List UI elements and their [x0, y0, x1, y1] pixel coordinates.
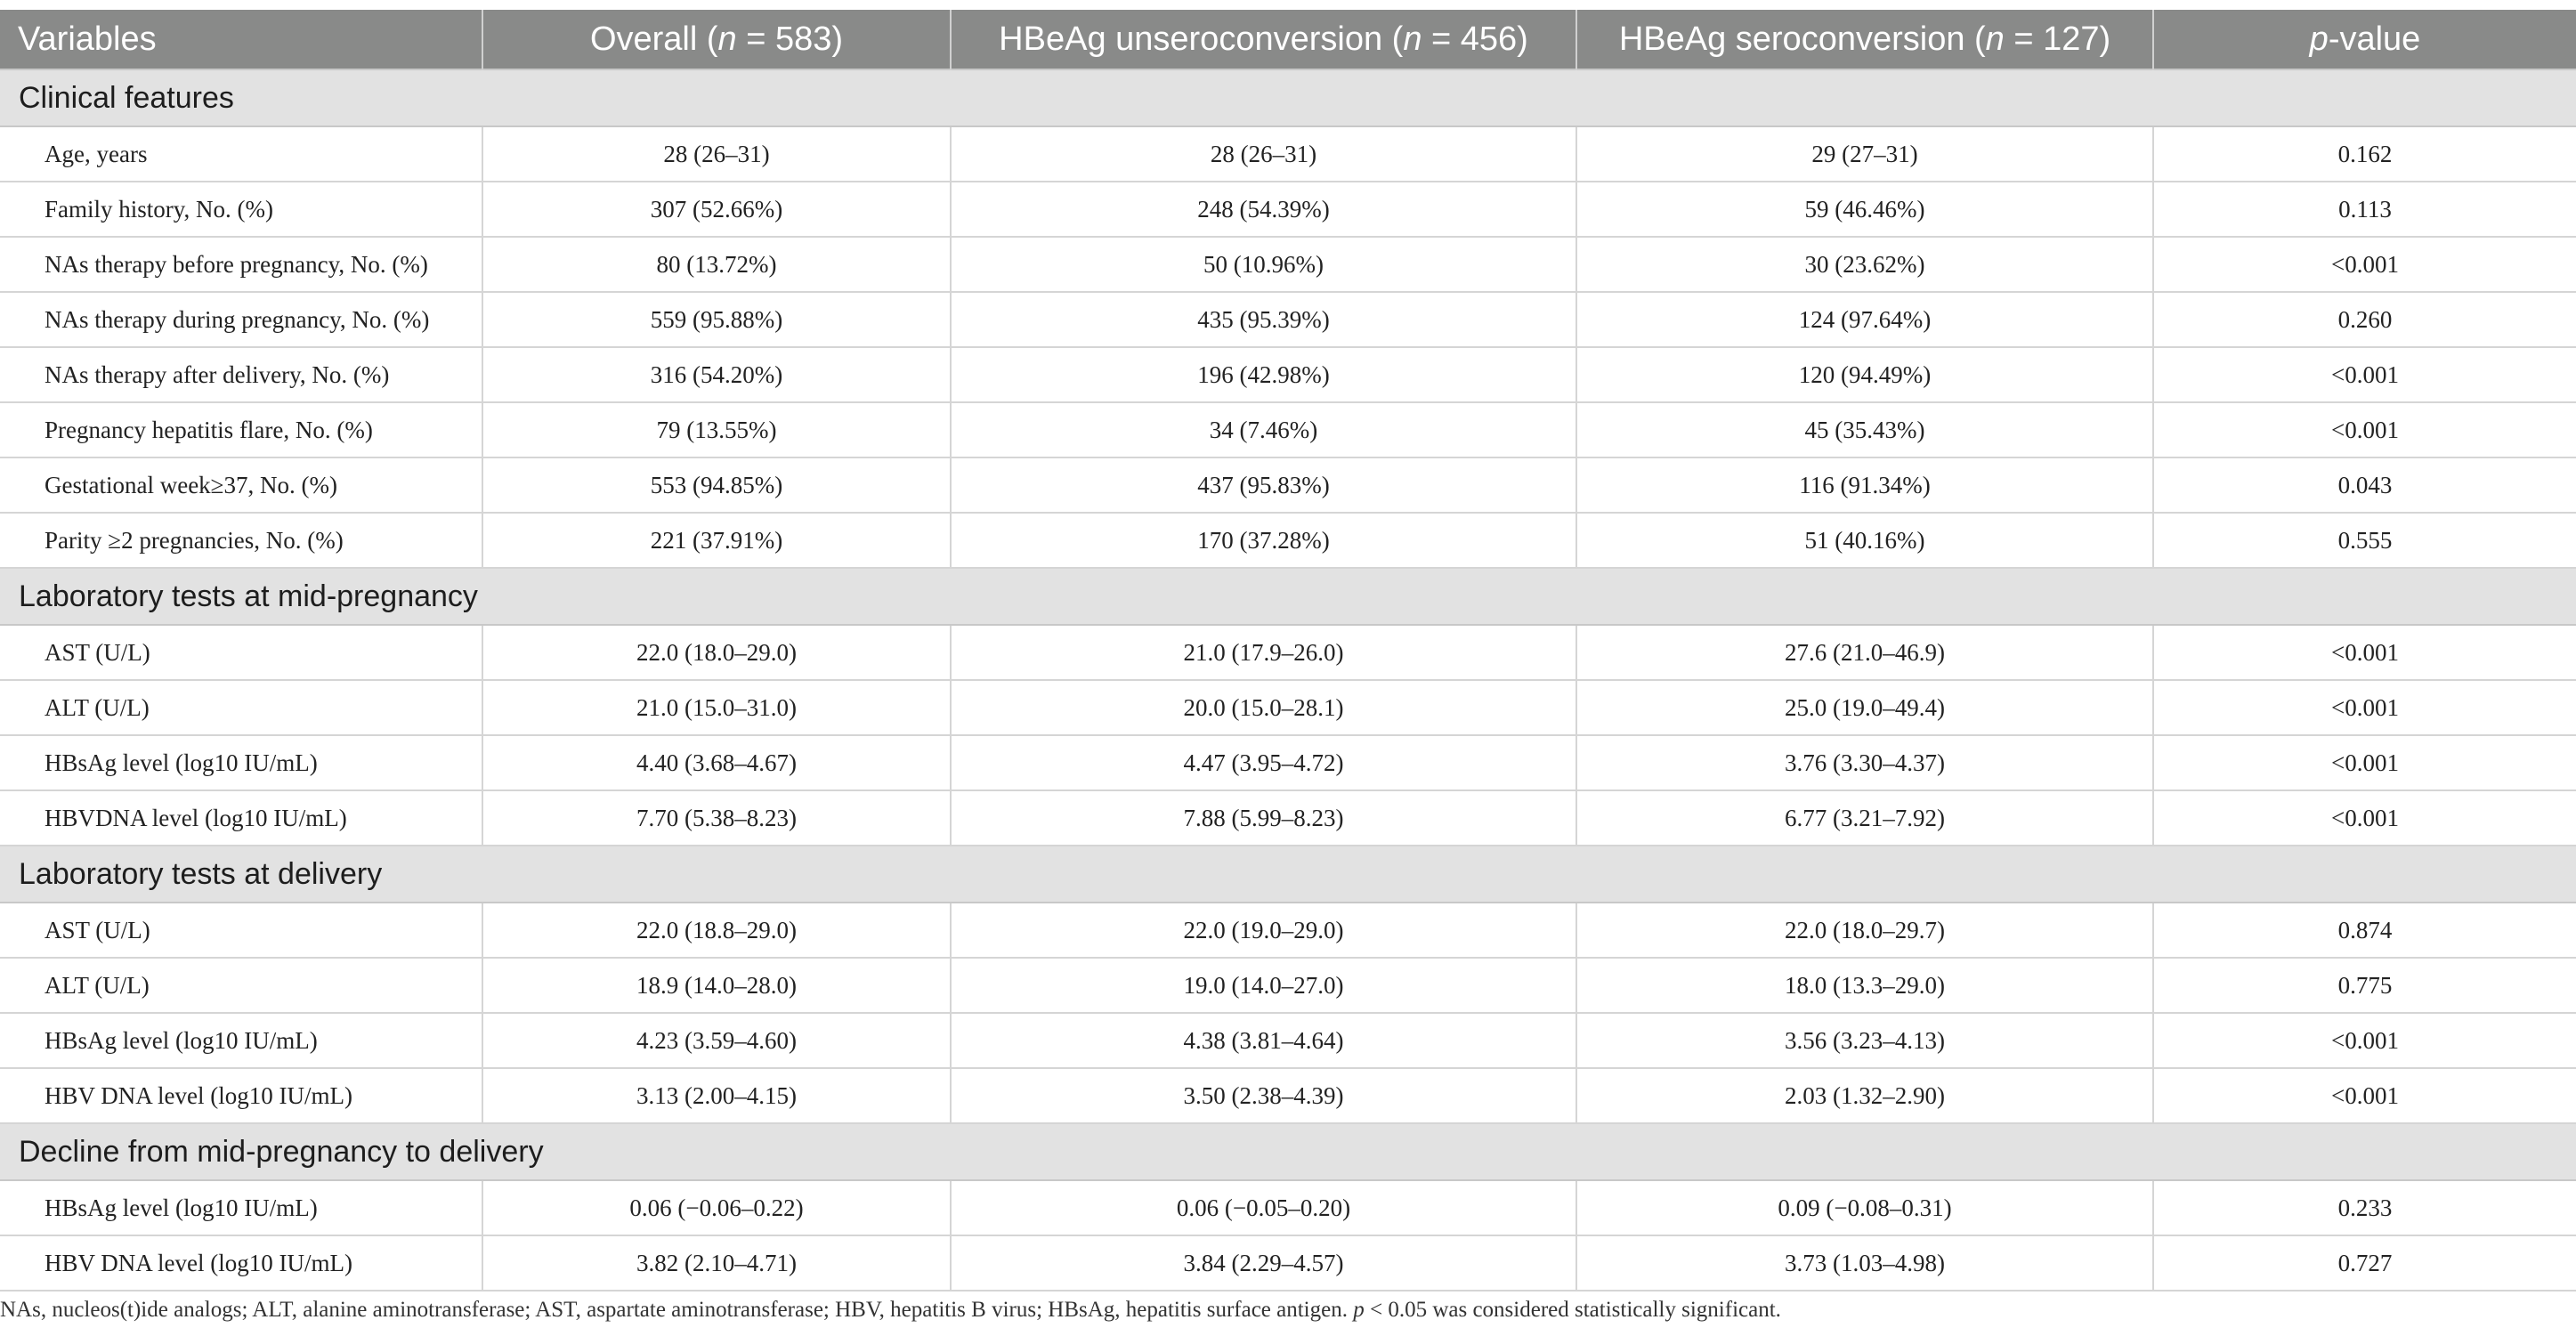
cell-overall: 221 (37.91%) — [482, 513, 951, 568]
footnote-p-italic: p — [1353, 1298, 1365, 1322]
cell-overall: 4.40 (3.68–4.67) — [482, 735, 951, 790]
cell-p-value: 0.555 — [2153, 513, 2576, 568]
table-row — [0, 958, 2576, 1013]
cell-overall: 0.06 (−0.06–0.22) — [482, 1180, 951, 1235]
cell-variable: ALT (U/L) — [0, 958, 482, 1013]
cell-variable: HBVDNA level (log10 IU/mL) — [0, 790, 482, 846]
cell-overall: 559 (95.88%) — [482, 292, 951, 347]
header-sero-n: n — [1985, 20, 2005, 58]
cell-seroconversion: 45 (35.43%) — [1576, 402, 2153, 457]
cell-variable: Age, years — [0, 126, 482, 182]
cell-p-value: 0.162 — [2153, 126, 2576, 182]
section-title: Decline from mid-pregnancy to delivery — [0, 1123, 2576, 1180]
table-header-row — [0, 10, 2576, 69]
cell-variable: Parity ≥2 pregnancies, No. (%) — [0, 513, 482, 568]
section-row-mid-pregnancy — [0, 568, 2576, 625]
section-row-decline — [0, 1123, 2576, 1180]
cell-unseroconversion: 4.38 (3.81–4.64) — [951, 1013, 1576, 1068]
cell-overall: 7.70 (5.38–8.23) — [482, 790, 951, 846]
cell-p-value: <0.001 — [2153, 790, 2576, 846]
cell-seroconversion: 124 (97.64%) — [1576, 292, 2153, 347]
cell-unseroconversion: 0.06 (−0.05–0.20) — [951, 1180, 1576, 1235]
cell-unseroconversion: 248 (54.39%) — [951, 182, 1576, 237]
header-overall-suffix: = 583) — [736, 20, 844, 58]
table-footnote — [0, 1298, 1781, 1323]
cell-variable: HBV DNA level (log10 IU/mL) — [0, 1235, 482, 1291]
cell-seroconversion: 27.6 (21.0–46.9) — [1576, 625, 2153, 680]
cell-p-value: 0.113 — [2153, 182, 2576, 237]
cell-seroconversion: 2.03 (1.32–2.90) — [1576, 1068, 2153, 1123]
table-row — [0, 625, 2576, 680]
cell-unseroconversion: 34 (7.46%) — [951, 402, 1576, 457]
table-body — [0, 69, 2576, 1291]
cell-p-value: <0.001 — [2153, 237, 2576, 292]
cell-overall: 316 (54.20%) — [482, 347, 951, 402]
table-row — [0, 347, 2576, 402]
section-title: Clinical features — [0, 69, 2576, 126]
table-row — [0, 1068, 2576, 1123]
cell-p-value: <0.001 — [2153, 347, 2576, 402]
table-row — [0, 1235, 2576, 1291]
cell-seroconversion: 30 (23.62%) — [1576, 237, 2153, 292]
cell-p-value: <0.001 — [2153, 625, 2576, 680]
cell-variable: NAs therapy after delivery, No. (%) — [0, 347, 482, 402]
table-row — [0, 292, 2576, 347]
cell-seroconversion: 6.77 (3.21–7.92) — [1576, 790, 2153, 846]
cell-variable: AST (U/L) — [0, 903, 482, 958]
cell-overall: 553 (94.85%) — [482, 457, 951, 513]
cell-overall: 79 (13.55%) — [482, 402, 951, 457]
table-row — [0, 513, 2576, 568]
cell-unseroconversion: 196 (42.98%) — [951, 347, 1576, 402]
header-p-suffix: -value — [2328, 20, 2421, 58]
cell-p-value: 0.874 — [2153, 903, 2576, 958]
cell-seroconversion: 3.76 (3.30–4.37) — [1576, 735, 2153, 790]
cell-p-value: 0.043 — [2153, 457, 2576, 513]
cell-unseroconversion: 437 (95.83%) — [951, 457, 1576, 513]
table-row — [0, 1013, 2576, 1068]
cell-seroconversion: 3.56 (3.23–4.13) — [1576, 1013, 2153, 1068]
cell-overall: 28 (26–31) — [482, 126, 951, 182]
header-p-italic: p — [2309, 20, 2329, 58]
header-variables — [0, 10, 482, 69]
cell-unseroconversion: 20.0 (15.0–28.1) — [951, 680, 1576, 735]
header-overall-prefix: Overall ( — [589, 20, 718, 58]
cell-variable: NAs therapy during pregnancy, No. (%) — [0, 292, 482, 347]
section-title: Laboratory tests at delivery — [0, 846, 2576, 903]
header-sero-prefix: HBeAg seroconversion ( — [1618, 20, 1986, 58]
cell-p-value: <0.001 — [2153, 735, 2576, 790]
section-title: Laboratory tests at mid-pregnancy — [0, 568, 2576, 625]
cell-overall: 18.9 (14.0–28.0) — [482, 958, 951, 1013]
header-overall-n: n — [717, 20, 737, 58]
cell-variable: HBsAg level (log10 IU/mL) — [0, 1180, 482, 1235]
cell-variable: Family history, No. (%) — [0, 182, 482, 237]
header-unseroconversion — [951, 10, 1576, 69]
cell-seroconversion: 25.0 (19.0–49.4) — [1576, 680, 2153, 735]
cell-overall: 3.13 (2.00–4.15) — [482, 1068, 951, 1123]
cell-overall: 21.0 (15.0–31.0) — [482, 680, 951, 735]
cell-variable: Pregnancy hepatitis flare, No. (%) — [0, 402, 482, 457]
header-seroconversion — [1576, 10, 2153, 69]
header-unsero-suffix: = 456) — [1422, 20, 1528, 58]
section-row-clinical-features — [0, 69, 2576, 126]
cell-variable: AST (U/L) — [0, 625, 482, 680]
cell-overall: 22.0 (18.8–29.0) — [482, 903, 951, 958]
table-row — [0, 1180, 2576, 1235]
cell-seroconversion: 0.09 (−0.08–0.31) — [1576, 1180, 2153, 1235]
cell-overall: 307 (52.66%) — [482, 182, 951, 237]
table-row — [0, 903, 2576, 958]
cell-variable: HBV DNA level (log10 IU/mL) — [0, 1068, 482, 1123]
header-overall — [482, 10, 951, 69]
results-table — [0, 10, 2576, 1291]
section-row-delivery — [0, 846, 2576, 903]
cell-unseroconversion: 28 (26–31) — [951, 126, 1576, 182]
cell-seroconversion: 3.73 (1.03–4.98) — [1576, 1235, 2153, 1291]
table-row — [0, 680, 2576, 735]
cell-p-value: <0.001 — [2153, 680, 2576, 735]
table-row — [0, 790, 2576, 846]
cell-p-value: 0.727 — [2153, 1235, 2576, 1291]
cell-seroconversion: 18.0 (13.3–29.0) — [1576, 958, 2153, 1013]
header-unsero-n: n — [1403, 20, 1422, 58]
table-row — [0, 402, 2576, 457]
table-row — [0, 182, 2576, 237]
table-row — [0, 237, 2576, 292]
cell-unseroconversion: 50 (10.96%) — [951, 237, 1576, 292]
cell-p-value: <0.001 — [2153, 1068, 2576, 1123]
table-row — [0, 126, 2576, 182]
cell-overall: 22.0 (18.0–29.0) — [482, 625, 951, 680]
header-sero-suffix: = 127) — [2004, 20, 2111, 58]
cell-p-value: 0.260 — [2153, 292, 2576, 347]
cell-variable: ALT (U/L) — [0, 680, 482, 735]
header-p-value — [2153, 10, 2576, 69]
cell-unseroconversion: 21.0 (17.9–26.0) — [951, 625, 1576, 680]
cell-variable: HBsAg level (log10 IU/mL) — [0, 735, 482, 790]
cell-p-value: <0.001 — [2153, 1013, 2576, 1068]
cell-variable: Gestational week≥37, No. (%) — [0, 457, 482, 513]
cell-unseroconversion: 435 (95.39%) — [951, 292, 1576, 347]
cell-unseroconversion: 7.88 (5.99–8.23) — [951, 790, 1576, 846]
header-variables-label: Variables — [18, 20, 157, 58]
footnote-text-after: < 0.05 was considered statistically significant. — [1364, 1298, 1781, 1322]
cell-unseroconversion: 4.47 (3.95–4.72) — [951, 735, 1576, 790]
header-unsero-prefix: HBeAg unseroconversion ( — [999, 20, 1404, 58]
cell-overall: 3.82 (2.10–4.71) — [482, 1235, 951, 1291]
footnote-text-before: NAs, nucleos(t)ide analogs; ALT, alanine aminotransferase; AST, aspartate aminotransferase; HBV, hepatitis B virus; HBsAg, hepatitis surface antigen. — [0, 1298, 1354, 1322]
cell-seroconversion: 51 (40.16%) — [1576, 513, 2153, 568]
cell-variable: HBsAg level (log10 IU/mL) — [0, 1013, 482, 1068]
cell-p-value: 0.233 — [2153, 1180, 2576, 1235]
cell-overall: 80 (13.72%) — [482, 237, 951, 292]
table-row — [0, 735, 2576, 790]
cell-unseroconversion: 22.0 (19.0–29.0) — [951, 903, 1576, 958]
table-row — [0, 457, 2576, 513]
cell-unseroconversion: 3.50 (2.38–4.39) — [951, 1068, 1576, 1123]
cell-p-value: 0.775 — [2153, 958, 2576, 1013]
cell-seroconversion: 116 (91.34%) — [1576, 457, 2153, 513]
cell-variable: NAs therapy before pregnancy, No. (%) — [0, 237, 482, 292]
cell-unseroconversion: 19.0 (14.0–27.0) — [951, 958, 1576, 1013]
cell-seroconversion: 29 (27–31) — [1576, 126, 2153, 182]
cell-unseroconversion: 170 (37.28%) — [951, 513, 1576, 568]
cell-seroconversion: 22.0 (18.0–29.7) — [1576, 903, 2153, 958]
cell-p-value: <0.001 — [2153, 402, 2576, 457]
cell-overall: 4.23 (3.59–4.60) — [482, 1013, 951, 1068]
cell-unseroconversion: 3.84 (2.29–4.57) — [951, 1235, 1576, 1291]
cell-seroconversion: 59 (46.46%) — [1576, 182, 2153, 237]
cell-seroconversion: 120 (94.49%) — [1576, 347, 2153, 402]
